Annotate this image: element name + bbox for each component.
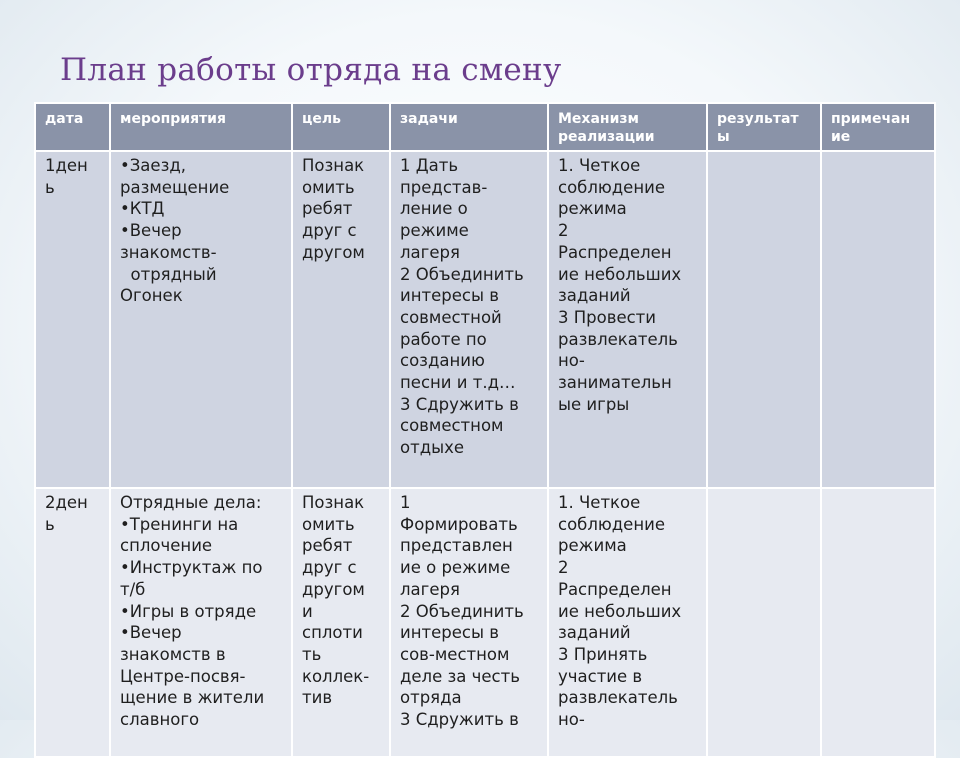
cell-line: Распределен [558,579,672,599]
cell-line: лагеря [400,242,460,262]
cell-line: •Заезд, [120,156,186,175]
cell-line: коллек- [302,666,370,686]
cell-line: тив [302,688,333,708]
cell-line: 2 Объединить [400,264,524,284]
cell-notes [821,151,935,488]
cell-line: отрядный [120,264,217,284]
cell-line: заданий [558,623,631,643]
cell-line: ть [302,644,322,664]
cell-line: Огонек [120,286,183,306]
cell-line: работе по [400,329,487,349]
cell-line: отдыхе [400,438,465,458]
cell-line: ь [45,177,55,197]
cell-line: примечан [831,111,911,127]
cell-line: друг с [302,221,357,241]
cell-line: лагеря [400,579,460,599]
cell-line: интересы в [400,286,499,306]
cell-results [707,488,821,757]
cell-line: омить [302,177,355,197]
cell-line: размещение [120,177,230,197]
cell-line: но- [558,710,585,730]
cell-line: развлекатель [558,329,678,349]
cell-line: •КТД [120,199,165,219]
cell-line: ление о [400,199,468,219]
cell-line: 2 Объединить [400,601,524,621]
cell-line: сплоти [302,623,363,643]
cell-line: 1. Четкое [558,493,641,512]
cell-line: 2 [558,558,569,578]
cell-line: знакомств в [120,644,226,664]
cell-line: знакомств- [120,242,217,262]
cell-line: совместной [400,307,502,327]
cell-line: 2ден [45,493,88,512]
cell-line: созданию [400,351,485,371]
cell-line: результат [717,111,799,127]
cell-line: •Тренинги на [120,514,239,534]
cell-line: 3 Сдружить в [400,394,519,414]
cell-line: ь [45,514,55,534]
cell-line: 1 Дать [400,156,459,175]
cell-line: ие небольших [558,264,682,284]
cell-line: друг с [302,558,357,578]
cell-line: деле за честь [400,666,520,686]
header-tasks [390,103,548,151]
cell-line: режима [558,199,627,219]
cell-line: •Инструктаж по [120,558,263,578]
cell-mechanism [548,151,707,488]
cell-line: сов-местном [400,644,510,664]
page-title: План работы отряда на смену [60,52,562,88]
cell-line: задачи [400,111,458,127]
cell-line: Формировать [400,514,518,534]
cell-line: Механизм [558,111,639,127]
cell-line: мероприятия [120,111,226,127]
cell-line: режиме [400,221,469,241]
cell-line: соблюдение [558,177,666,197]
cell-date [35,151,110,488]
cell-line: представлен [400,536,513,556]
cell-line: т/б [120,579,146,599]
cell-line: 3 Провести [558,307,657,327]
cell-line: Распределен [558,242,672,262]
cell-line: Познак [302,156,365,175]
header-events [110,103,292,151]
cell-line: занимательн [558,373,672,393]
cell-line: но- [558,351,585,371]
cell-line: развлекатель [558,688,678,708]
cell-events [110,151,292,488]
cell-line: другом [302,579,365,599]
cell-line: реализации [558,129,655,145]
cell-line: ие [831,129,851,145]
cell-goal [292,488,390,757]
cell-results [707,151,821,488]
cell-line: цель [302,111,341,127]
cell-line: Познак [302,493,365,512]
cell-line: песни и т.д… [400,373,516,393]
header-goal [292,103,390,151]
table-row [35,151,935,488]
header-mechanism [548,103,707,151]
cell-line: интересы в [400,623,499,643]
cell-events [110,488,292,757]
cell-line: соблюдение [558,514,666,534]
cell-line: •Игры в отряде [120,601,257,621]
cell-line: •Вечер [120,623,182,643]
cell-notes [821,488,935,757]
cell-line: режима [558,536,627,556]
cell-line: Отрядные дела: [120,493,262,512]
cell-line: отряда [400,688,462,708]
cell-line: •Вечер [120,221,182,241]
cell-tasks [390,151,548,488]
cell-line: 1. Четкое [558,156,641,175]
cell-line: ие о режиме [400,558,511,578]
cell-line: и [302,601,313,621]
plan-table [34,102,936,758]
table-row [35,488,935,757]
cell-line: 2 [558,221,569,241]
cell-line: совместном [400,416,504,436]
cell-line: другом [302,242,365,262]
cell-line: ые игры [558,394,630,414]
cell-line: представ- [400,177,488,197]
cell-line: дата [45,111,84,127]
cell-mechanism [548,488,707,757]
cell-line: 3 Принять [558,644,648,664]
header-date [35,103,110,151]
cell-tasks [390,488,548,757]
cell-date [35,488,110,757]
cell-line: 1 [400,493,411,512]
cell-line: 3 Сдружить в [400,710,519,730]
cell-line: участие в [558,666,643,686]
cell-line: ребят [302,536,353,556]
cell-line: славного [120,710,200,730]
cell-line: щение в жители [120,688,265,708]
cell-line: Центре-посвя- [120,666,246,686]
cell-line: заданий [558,286,631,306]
cell-line: 1ден [45,156,88,175]
header-row [35,103,935,151]
header-results [707,103,821,151]
cell-goal [292,151,390,488]
cell-line: сплочение [120,536,213,556]
header-notes [821,103,935,151]
cell-line: омить [302,514,355,534]
cell-line: ие небольших [558,601,682,621]
cell-line: ы [717,129,730,145]
cell-line: ребят [302,199,353,219]
